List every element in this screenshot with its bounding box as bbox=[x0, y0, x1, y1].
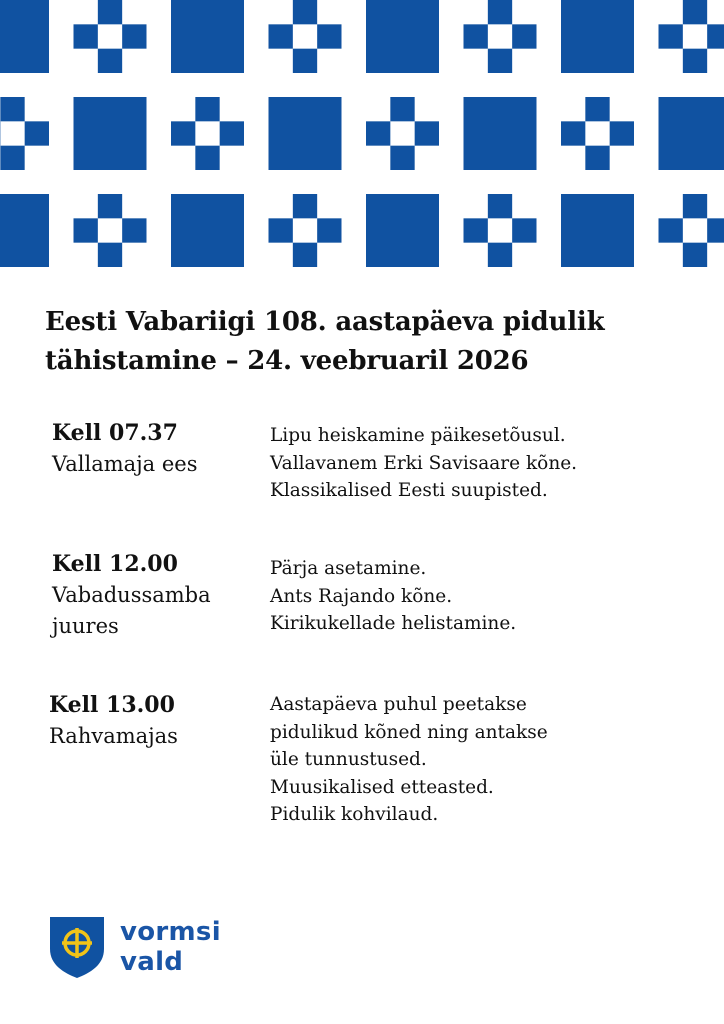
pattern-cross-tile bbox=[122, 24, 146, 48]
pattern-square-tile bbox=[366, 194, 439, 267]
pattern-cross-tile bbox=[366, 121, 390, 145]
event-description bbox=[270, 691, 548, 829]
event-description bbox=[270, 555, 516, 638]
pattern-cross-tile bbox=[220, 121, 244, 145]
pattern-cross-tile bbox=[0, 97, 24, 121]
event-description-line: Aastapäeva puhul peetakse bbox=[270, 694, 527, 715]
pattern-cross-tile bbox=[585, 146, 609, 170]
event-description-line: Muusikalised etteasted. bbox=[270, 776, 494, 798]
event-description-line: Vallavanem Erki Savisaare kõne. bbox=[270, 452, 578, 474]
pattern-cross-tile bbox=[293, 194, 317, 218]
pattern-cross-tile bbox=[293, 0, 317, 24]
pattern-cross-tile bbox=[415, 121, 439, 145]
pattern-square-tile bbox=[171, 194, 244, 267]
pattern-svg bbox=[0, 0, 724, 270]
event-description bbox=[270, 422, 577, 505]
pattern-cross-tile bbox=[98, 0, 122, 24]
decorative-pattern-banner bbox=[0, 0, 724, 270]
pattern-cross-tile bbox=[98, 243, 122, 267]
event-place bbox=[49, 721, 249, 752]
pattern-cross-tile bbox=[269, 24, 293, 48]
pattern-cross-tile bbox=[0, 146, 24, 170]
event-description-line: Klassikalised Eesti suupisted. bbox=[270, 480, 548, 501]
pattern-cross-tile bbox=[74, 24, 98, 48]
pattern-cross-tile bbox=[683, 0, 707, 24]
pattern-cross-tile bbox=[585, 97, 609, 121]
pattern-cross-tile bbox=[269, 218, 293, 242]
pattern-cross-tile bbox=[512, 218, 536, 242]
pattern-cross-tile bbox=[488, 194, 512, 218]
pattern-cross-tile bbox=[683, 243, 707, 267]
pattern-cross-tile bbox=[610, 121, 634, 145]
pattern-cross-tile bbox=[317, 218, 341, 242]
pattern-cross-tile bbox=[390, 146, 414, 170]
event-description-line: Pärja asetamine. bbox=[270, 558, 427, 579]
pattern-cross-tile bbox=[98, 194, 122, 218]
pattern-cross-tile bbox=[659, 218, 683, 242]
pattern-cross-tile bbox=[659, 24, 683, 48]
logo-text-line-1: vormsi bbox=[120, 917, 221, 947]
vormsi-vald-logo bbox=[48, 915, 248, 985]
logo-text-line-2: vald bbox=[120, 947, 184, 977]
event-description-line: Pidulik kohvilaud. bbox=[270, 804, 439, 825]
pattern-cross-tile bbox=[25, 121, 49, 145]
event-place bbox=[52, 580, 252, 642]
event-description-line: Ants Rajando kõne. bbox=[270, 585, 453, 607]
cross-emblem-icon bbox=[48, 915, 106, 979]
page-title bbox=[45, 303, 705, 381]
pattern-cross-tile bbox=[195, 97, 219, 121]
pattern-cross-tile bbox=[390, 97, 414, 121]
pattern-square-tile bbox=[74, 97, 147, 170]
pattern-cross-tile bbox=[293, 49, 317, 73]
pattern-cross-tile bbox=[293, 243, 317, 267]
pattern-cross-tile bbox=[561, 121, 585, 145]
pattern-cross-tile bbox=[464, 218, 488, 242]
pattern-cross-tile bbox=[122, 218, 146, 242]
event-place-line: Vallamaja ees bbox=[52, 452, 198, 476]
event-time: Kell 13.00 bbox=[49, 692, 175, 718]
logo-text bbox=[120, 917, 221, 977]
pattern-cross-tile bbox=[683, 194, 707, 218]
pattern-square-tile bbox=[0, 194, 49, 267]
page-title-line-1: Eesti Vabariigi 108. aastapäeva pidulik bbox=[45, 307, 605, 337]
pattern-cross-tile bbox=[98, 49, 122, 73]
event-description-line: pidulikud kõned ning antakse bbox=[270, 721, 548, 743]
pattern-square-tile bbox=[659, 97, 724, 170]
pattern-square-tile bbox=[366, 0, 439, 73]
pattern-cross-tile bbox=[512, 24, 536, 48]
pattern-square-tile bbox=[561, 194, 634, 267]
pattern-cross-tile bbox=[171, 121, 195, 145]
pattern-square-tile bbox=[561, 0, 634, 73]
pattern-cross-tile bbox=[195, 146, 219, 170]
pattern-cross-tile bbox=[464, 24, 488, 48]
pattern-cross-tile bbox=[488, 0, 512, 24]
event-description-line: Lipu heiskamine päikesetõusul. bbox=[270, 425, 566, 446]
event-place-line: Rahvamajas bbox=[49, 724, 178, 748]
pattern-cross-tile bbox=[317, 24, 341, 48]
event-time: Kell 07.37 bbox=[52, 420, 178, 446]
pattern-square-tile bbox=[464, 97, 537, 170]
pattern-cross-tile bbox=[488, 49, 512, 73]
pattern-cross-tile bbox=[707, 24, 724, 48]
pattern-cross-tile bbox=[683, 49, 707, 73]
pattern-cross-tile bbox=[74, 218, 98, 242]
pattern-square-tile bbox=[269, 97, 342, 170]
event-description-line: Kirikukellade helistamine. bbox=[270, 613, 517, 634]
event-description-line: üle tunnustused. bbox=[270, 749, 427, 770]
event-place-line: juures bbox=[52, 614, 119, 638]
event-time: Kell 12.00 bbox=[52, 551, 178, 577]
event-place-line: Vabadussamba bbox=[52, 583, 211, 607]
pattern-cross-tile bbox=[707, 218, 724, 242]
pattern-square-tile bbox=[0, 0, 49, 73]
pattern-cross-tile bbox=[488, 243, 512, 267]
page-title-line-2: tähistamine – 24. veebruaril 2026 bbox=[45, 346, 529, 376]
event-place bbox=[52, 449, 252, 480]
pattern-square-tile bbox=[171, 0, 244, 73]
